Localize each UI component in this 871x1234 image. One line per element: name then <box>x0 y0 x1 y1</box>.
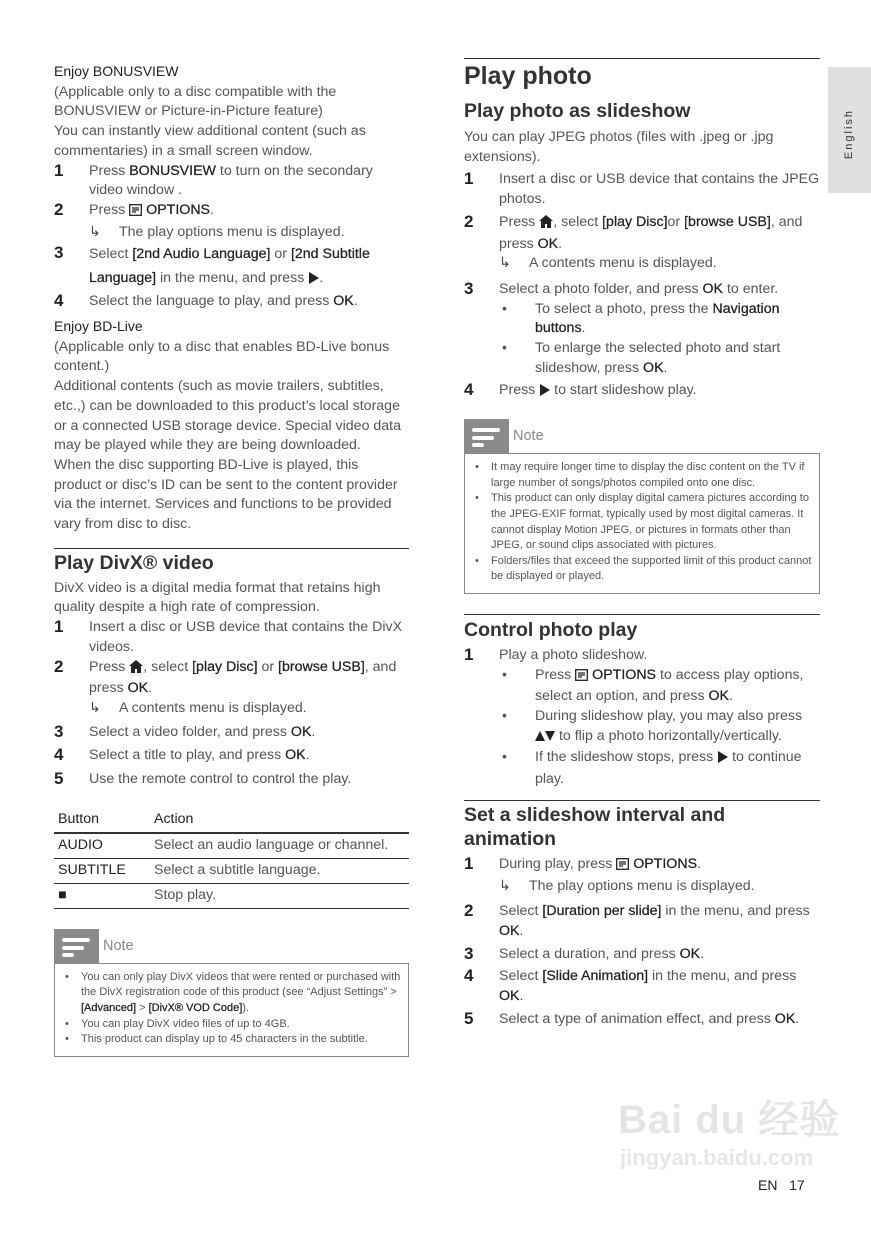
text: (Applicable only to a disc that enables BD-Live bonus content.) <box>54 338 390 375</box>
text: in the menu, and press <box>661 903 810 920</box>
updown-icon <box>535 729 555 749</box>
text: . <box>305 747 310 764</box>
emphasis: Navigation buttons <box>535 300 780 337</box>
section-divider <box>464 614 820 615</box>
note-item <box>55 970 402 1017</box>
emphasis: OK <box>702 280 723 297</box>
step-number: 5 <box>464 1008 474 1028</box>
slideshow-body <box>464 128 820 403</box>
emphasis: [play Disc] <box>192 658 258 675</box>
emphasis: OK <box>333 293 354 310</box>
interval-heading: Set a slideshow interval and animation <box>464 803 726 850</box>
text: To enlarge the selected photo and start slideshow, press <box>535 340 781 376</box>
emphasis: OK <box>499 988 520 1005</box>
step-number: 3 <box>54 243 64 263</box>
step-number: 4 <box>464 966 474 986</box>
table-cell-button: ■ <box>54 883 150 908</box>
bullet-item <box>464 339 820 378</box>
section-divider <box>464 58 820 59</box>
step-number: 3 <box>464 943 474 963</box>
note-item <box>55 1032 402 1048</box>
text: . <box>311 723 316 740</box>
text: Press <box>89 201 130 218</box>
text: or <box>270 246 291 263</box>
text: in the menu, and press <box>648 968 797 985</box>
emphasis: OK <box>643 359 664 376</box>
text: or <box>667 213 685 230</box>
note-label: Note <box>103 937 134 954</box>
section-divider <box>464 800 820 801</box>
text: Select a video folder, and press <box>89 723 291 740</box>
language-label: English <box>843 109 855 160</box>
emphasis: [browse USB] <box>684 213 771 230</box>
text: The play options menu is displayed. <box>119 223 345 240</box>
text: Insert a disc or USB device that contains the DivX videos. <box>89 619 403 655</box>
text: . <box>148 680 153 697</box>
text: , and press <box>499 213 803 252</box>
bullet-icon: • <box>65 970 69 983</box>
bullet-item <box>464 300 820 339</box>
step-number: 4 <box>54 745 64 765</box>
bullet-icon: • <box>502 666 507 683</box>
step-number: 1 <box>464 644 474 664</box>
step-number: 1 <box>464 169 474 189</box>
step-item <box>464 280 820 300</box>
step-number: 1 <box>464 853 474 873</box>
note-header <box>54 929 409 963</box>
text: Select a duration, and press <box>499 945 680 962</box>
text: Press <box>535 666 576 683</box>
text: > <box>136 1001 149 1014</box>
note-item <box>465 554 813 585</box>
left-column <box>54 62 409 1057</box>
step-item <box>54 723 409 743</box>
text: . <box>558 235 563 252</box>
step-item <box>54 618 409 657</box>
paragraph <box>54 122 409 161</box>
play-photo-heading: Play photo <box>464 62 592 90</box>
text: Select a title to play, and press <box>89 747 286 764</box>
step-item <box>54 292 409 312</box>
paragraph <box>54 83 409 122</box>
text: When the disc supporting BD-Live is played, this product or disc’s ID can be sent to the content provider via the internet. Services and functions to be provided vary from disc to disc. <box>54 456 398 533</box>
emphasis: [DivX® VOD Code] <box>148 1001 243 1014</box>
note-item <box>465 491 813 553</box>
text: to turn on the secondary video window . <box>89 162 373 199</box>
step-item <box>54 770 409 790</box>
right-column <box>464 58 820 1029</box>
text: ). <box>242 1001 250 1014</box>
result-item <box>464 254 820 274</box>
table-row <box>54 858 409 883</box>
text: You can play DivX video files of up to 4GB. <box>81 1017 290 1030</box>
text: (Applicable only to a disc compatible with the BONUSVIEW or Picture-in-Picture feature) <box>54 83 337 120</box>
interval-body <box>464 855 820 1030</box>
text: Select a photo folder, and press <box>499 280 703 297</box>
control-photo-heading: Control photo play <box>464 618 638 641</box>
bullet-icon: • <box>65 1017 69 1030</box>
step-item <box>54 201 409 223</box>
step-item <box>464 855 820 877</box>
text: During slideshow play, you may also press <box>535 708 803 724</box>
text: You can play JPEG photos (files with .jpeg or .jpg extensions). <box>464 129 774 165</box>
play-icon <box>539 383 550 403</box>
text: Press <box>89 658 130 675</box>
text: Select <box>499 968 543 985</box>
step-item <box>464 945 820 965</box>
emphasis: [browse USB] <box>278 658 365 675</box>
bullet-item <box>464 748 820 789</box>
step-item <box>464 213 820 254</box>
step-item <box>464 1010 820 1030</box>
divx-section <box>54 551 409 790</box>
play-icon <box>308 268 319 292</box>
language-side-tab <box>828 67 871 193</box>
text: A contents menu is displayed. <box>119 699 307 716</box>
result-item <box>464 877 820 897</box>
emphasis: OK <box>708 688 730 705</box>
bullet-item <box>464 707 820 748</box>
text: . <box>581 320 586 337</box>
control-photo-section <box>464 618 820 790</box>
bullet-icon: • <box>502 300 507 317</box>
photo-note <box>464 419 820 594</box>
text: If the slideshow stops, press <box>535 749 718 766</box>
emphasis: [Duration per slide] <box>542 903 662 920</box>
step-item <box>464 902 820 941</box>
step-number: 2 <box>54 656 64 676</box>
options-icon <box>129 203 142 223</box>
result-arrow-icon: ↳ <box>89 699 101 716</box>
table-row <box>54 833 409 859</box>
emphasis: OK <box>285 747 306 764</box>
divx-button-table <box>54 808 409 909</box>
step-item <box>464 170 820 209</box>
text: . <box>795 1010 800 1027</box>
result-arrow-icon: ↳ <box>89 223 101 240</box>
step-number: 2 <box>464 901 474 921</box>
text: Select a type of animation effect, and press <box>499 1010 775 1027</box>
text: to enter. <box>723 280 779 297</box>
note-icon <box>54 929 99 963</box>
text: Folders/files that exceed the supported limit of this product cannot be displayed or played. <box>491 554 812 583</box>
text: , select <box>143 658 193 675</box>
subheading <box>54 317 409 337</box>
text: . <box>519 922 524 939</box>
step-item <box>464 967 820 1006</box>
emphasis: OK <box>499 922 520 939</box>
text: DivX video is a digital media format that retains high quality despite a high rate of compression. <box>54 579 381 616</box>
control-body <box>464 646 820 790</box>
emphasis: BONUSVIEW <box>129 162 216 179</box>
options-icon <box>616 857 629 877</box>
text: Select <box>89 246 133 263</box>
baidu-watermark-logo: Bai du 经验 <box>618 1098 841 1142</box>
table-row <box>54 883 409 908</box>
text: To select a photo, press the <box>535 300 713 317</box>
note-item <box>465 460 813 491</box>
step-item <box>54 658 409 699</box>
emphasis: [Advanced] <box>81 1001 137 1014</box>
emphasis: [2nd Audio Language] <box>132 246 271 263</box>
table-cell-action: Select a subtitle language. <box>150 858 409 883</box>
divx-note <box>54 929 409 1057</box>
table-cell-action: Select an audio language or channel. <box>150 833 409 859</box>
note-label: Note <box>513 428 544 445</box>
bullet-icon: • <box>475 554 479 567</box>
paragraph <box>54 377 409 456</box>
bullet-icon: • <box>475 492 479 505</box>
home-icon <box>129 660 143 680</box>
note-item <box>55 1017 402 1033</box>
text: , and press <box>89 658 397 697</box>
page-footer <box>758 1176 805 1194</box>
divx-heading: Play DivX® video <box>54 551 214 574</box>
text: Press <box>499 213 540 230</box>
table-cell-action: Stop play. <box>150 883 409 908</box>
text: to continue play. <box>535 749 802 788</box>
bullet-icon: • <box>475 461 479 474</box>
step-number: 1 <box>54 160 64 180</box>
play-icon <box>717 750 728 770</box>
emphasis: OK <box>679 945 701 962</box>
step-number: 3 <box>54 721 64 741</box>
result-arrow-icon: ↳ <box>499 877 511 894</box>
text: Insert a disc or USB device that contains the JPEG photos. <box>499 171 820 208</box>
text: A contents menu is displayed. <box>529 255 717 272</box>
divx-body <box>54 579 409 790</box>
table-header: Button <box>54 808 150 833</box>
text: . <box>697 855 701 872</box>
text: It may require longer time to display the disc content on the TV if large number of songs/photos compiled onto one disc. <box>491 461 805 489</box>
text: . <box>663 359 668 376</box>
step-number: 1 <box>54 617 64 637</box>
baidu-watermark-url: jingyan.baidu.com <box>620 1145 814 1170</box>
subheading <box>54 62 409 82</box>
text: This product can only display digital camera pictures according to the JPEG-EXIF format, typically used by most digital cameras. It cannot display Motion JPEG, or pictures in formats other than JPEG, or sound clips associated with pictures. <box>491 492 809 552</box>
slideshow-heading: Play photo as slideshow <box>464 100 691 122</box>
bonusview-section <box>54 62 409 535</box>
note-box <box>464 453 820 594</box>
result-item <box>54 223 409 243</box>
text: The play options menu is displayed. <box>529 877 755 894</box>
text: Press <box>499 382 540 399</box>
text: . <box>519 988 524 1005</box>
table-cell-button: SUBTITLE <box>54 858 150 883</box>
emphasis: OK <box>537 235 559 252</box>
options-icon <box>575 668 588 688</box>
emphasis: [2nd Subtitle Language] <box>89 246 370 287</box>
text: to access play options, select an option, and press <box>535 666 804 705</box>
table-cell-button: AUDIO <box>54 833 150 859</box>
emphasis: OK <box>290 723 312 740</box>
table-header-row <box>54 808 409 833</box>
note-icon <box>464 419 509 453</box>
bullet-item <box>464 666 820 707</box>
text: Additional contents (such as movie trailers, subtitles, etc.,) can be downloaded to this product’s local storage or a connected USB storage device. Special video data may be played while they are being downloaded. <box>54 378 402 454</box>
emphasis: OPTIONS <box>146 201 211 218</box>
text: . <box>319 270 324 287</box>
result-item <box>54 699 409 719</box>
text: to flip a photo horizontally/vertically. <box>555 727 782 744</box>
text: Use the remote control to control the play. <box>89 771 352 788</box>
step-item <box>464 646 820 666</box>
step-item <box>464 381 820 403</box>
step-number: 4 <box>464 380 474 400</box>
text: in the menu, and press <box>156 270 309 287</box>
bullet-icon: • <box>502 708 507 724</box>
bullet-icon: • <box>65 1033 69 1046</box>
emphasis: OK <box>127 680 149 697</box>
text: You can instantly view additional content (such as commentaries) in a small screen window. <box>54 123 366 159</box>
text: , select <box>553 213 603 230</box>
step-number: 5 <box>54 769 64 789</box>
text: During play, press <box>499 855 617 872</box>
text: Select the language to play, and press <box>89 293 334 310</box>
paragraph <box>464 128 820 167</box>
step-number: 4 <box>54 291 64 311</box>
result-arrow-icon: ↳ <box>499 255 511 272</box>
text: Enjoy BD-Live <box>54 318 143 335</box>
emphasis: [Slide Animation] <box>542 968 649 985</box>
text: Enjoy BONUSVIEW <box>54 63 179 79</box>
text: . <box>700 945 705 962</box>
table-header: Action <box>150 808 409 833</box>
step-item <box>54 746 409 766</box>
emphasis: [play Disc] <box>602 213 668 230</box>
section-divider <box>54 548 409 549</box>
paragraph <box>54 579 409 618</box>
interval-section <box>464 803 820 1030</box>
text: Play a photo slideshow. <box>499 646 648 663</box>
footer-lang: EN <box>758 1177 778 1193</box>
note-box <box>54 963 409 1057</box>
text: . <box>729 688 733 705</box>
text: to start slideshow play. <box>550 382 697 399</box>
text: This product can display up to 45 characters in the subtitle. <box>81 1033 368 1046</box>
play-photo-section <box>464 61 820 403</box>
text: Press <box>89 162 130 179</box>
bullet-icon: • <box>502 340 507 357</box>
step-number: 3 <box>464 278 474 298</box>
note-header <box>464 419 820 453</box>
text: . <box>210 201 214 218</box>
text: Select <box>499 903 543 920</box>
page-number: 17 <box>789 1177 805 1193</box>
text: . <box>353 293 358 310</box>
emphasis: OPTIONS <box>633 855 698 872</box>
step-number: 2 <box>54 199 64 219</box>
home-icon <box>539 215 553 235</box>
step-item <box>54 162 409 201</box>
paragraph <box>54 456 409 535</box>
bullet-icon: • <box>502 749 507 766</box>
step-item <box>54 242 409 292</box>
emphasis: OPTIONS <box>592 666 657 683</box>
text: or <box>257 658 279 675</box>
emphasis: OK <box>774 1010 796 1027</box>
text: You can only play DivX videos that were rented or purchased with the DivX registration code of this product (see “Adjust Settings” > <box>81 970 401 999</box>
step-number: 2 <box>464 211 474 231</box>
paragraph <box>54 338 409 377</box>
